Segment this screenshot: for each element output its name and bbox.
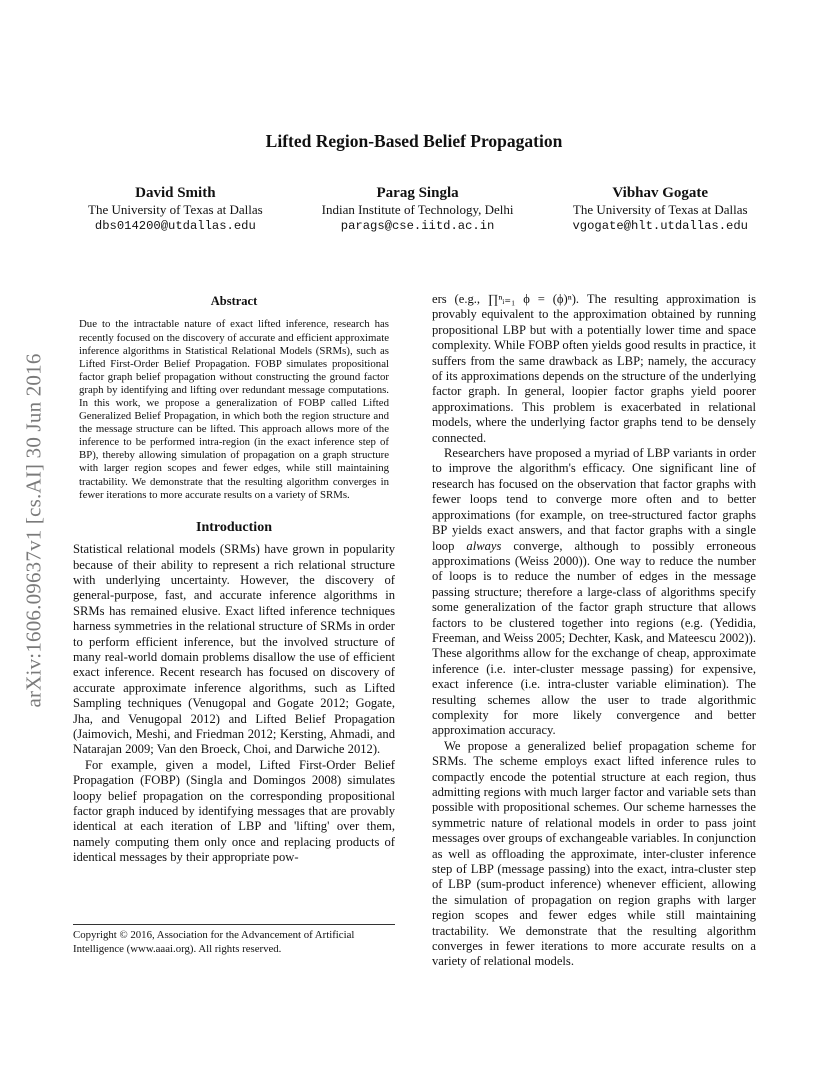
right-column (432, 292, 756, 970)
author-affiliation: The University of Texas at Dallas (572, 202, 748, 217)
author-email: vgogate@hlt.utdallas.edu (572, 219, 748, 233)
author-2 (322, 184, 514, 234)
paragraph-text: converge, although to possibly erroneous approximations (Weiss 2000)). One way to reduce the number of loops is to reduce the number of edges in the message passing structure; therefore a large-class of algorithms specify some generalization of the factor graph structure that allows factors to be clustered together into regions (e.g. (Yedidia, Freeman, and Weiss 2005; Dechter, Kask, and Mateescu 2002)). These algorithms allow for the exchange of cheap, approximate inference (i.e. inter-cluster message passing) for expensive, exact inference (i.e. intra-cluster variable elimination). The resulting schemes allow the user to trade algorithmic complexity for more likely convergence and better approximation accuracy. (432, 538, 756, 738)
emphasis-text: always (466, 538, 502, 553)
paragraph-text: Researchers have proposed a myriad of LBP variants in order to improve the algorithm's efficacy. One significant line of research has focused on the observation that factor graphs with fewer loops tend to converge more often and to better approximations (for example, on tree-structured factor graphs BP yields exact answers, and that factor graphs with a single loop (432, 446, 756, 553)
product-equation: ∏ⁿᵢ₌₁ ϕ = (ϕ)ⁿ (487, 292, 572, 306)
author-email: dbs014200@utdallas.edu (94, 219, 256, 233)
intro-paragraph-2-continued (432, 292, 756, 446)
abstract-heading: Abstract (210, 294, 258, 308)
author-affiliation: Indian Institute of Technology, Delhi (321, 202, 514, 217)
intro-paragraph-1: Statistical relational models (SRMs) have grown in popularity because of their ability to represent a rich relational structure with underlying uncertainty. However, the discovery of general-purpose, fast, and accurate inference algorithms in SRMs has remained elusive. Exact lifted inference techniques harness symmetries in the relational structure of SRMs in order to perform efficient inference, but the involved structure of many real-world domain problems disallow the use of efficient exact inference. Recent research has focused on discovery of accurate approximate inference algorithms, such as Lifted Sampling techniques (Venugopal and Gogate 2012; Gogate, Jha, and Venugopal 2012) and Lifted Belief Propagation (Jaimovich, Meshi, and Friedman 2012; Kersting, Ahmadi, and Natarajan 2009; Van den Broeck, Choi, and Darwiche 2012). (73, 542, 395, 757)
intro-paragraph-4: We propose a generalized belief propagation scheme for SRMs. The scheme employs exact lifted inference rules to compactly encode the potential structure at each region, thus admitting regions with much larger factor and variable sets than possible with propositional schemes. Our scheme harnesses the symmetric nature of relational models in order to pass joint messages over groups of exchangeable variables. In conjunction as well as offloading the approximate, inter-cluster inference step of LBP (message passing) into the exact, intra-cluster step of LBP (sum-product inference) whenever efficient, allowing the simulation of propagation on region graphs with larger region scopes and fewer edges while still maintaining tractability. We demonstrate that the resulting algorithm converges in fewer iterations to more accurate results on a variety of relational models. (432, 738, 756, 969)
left-column (73, 292, 395, 866)
author-name: Parag Singla (376, 185, 459, 201)
author-affiliation: The University of Texas at Dallas (88, 202, 263, 217)
author-1 (88, 184, 263, 234)
paragraph-text: ). The resulting approximation is provably equivalent to the approximation obtained by running propositional LBP but with a potentially lower time and space complexity. While FOBP often yields good results in practice, it suffers from the same drawback as LBP; namely, the accuracy of its approximations depends on the structure of the underlying factor graph. In general, loopier factor graphs yield poorer approximations. This problem is exacerbated in relational models, where the underlying factor graphs tend to be densely connected. (432, 292, 757, 445)
intro-paragraph-3 (432, 446, 756, 739)
paragraph-text: ers (e.g., (432, 292, 488, 306)
author-block (88, 184, 748, 234)
copyright-footnote: Copyright © 2016, Association for the Advancement of Artificial Intelligence (www.aaai.org). All rights reserved. (73, 924, 395, 956)
author-3 (572, 184, 748, 234)
intro-paragraph-2: For example, given a model, Lifted First-Order Belief Propagation (FOBP) (Singla and Domingos 2008) simulates loopy belief propagation on the corresponding propositional factor graph induced by identifying messages that are provably identical at each iteration of LBP and 'lifting' over them, namely computing them only once and replacing products of identical messages by their appropriate pow- (73, 757, 395, 865)
arxiv-identifier: arXiv:1606.09637v1 [cs.AI] 30 Jun 2016 (21, 352, 46, 708)
paper-title: Lifted Region-Based Belief Propagation (265, 131, 563, 151)
author-email: parags@cse.iitd.ac.in (340, 219, 495, 233)
introduction-heading: Introduction (196, 519, 272, 535)
author-name: David Smith (135, 185, 216, 201)
arxiv-stamp (18, 300, 50, 760)
abstract-text: Due to the intractable nature of exact lifted inference, research has recently focused on the discovery of accurate and efficient approximate inference algorithms in Statistical Relational Models (SRMs), such as Lifted First-Order Belief Propagation. FOBP simulates propositional factor graph belief propagation without constructing the ground factor graph by identifying and lifting over redundant message computations. In this work, we propose a generalization of FOBP called Lifted Generalized Belief Propagation, in which both the region structure and the message structure can be lifted. This approach allows more of the inference to be performed intra-region (in the exact inference step of BP), thereby allowing simulation of propagation on a graph structure with larger region scopes and fewer edges, while still maintaining tractability. We demonstrate that the resulting algorithm converges in fewer iterations to more accurate results on a variety of SRMs. (79, 318, 389, 501)
author-name: Vibhav Gogate (612, 185, 709, 201)
